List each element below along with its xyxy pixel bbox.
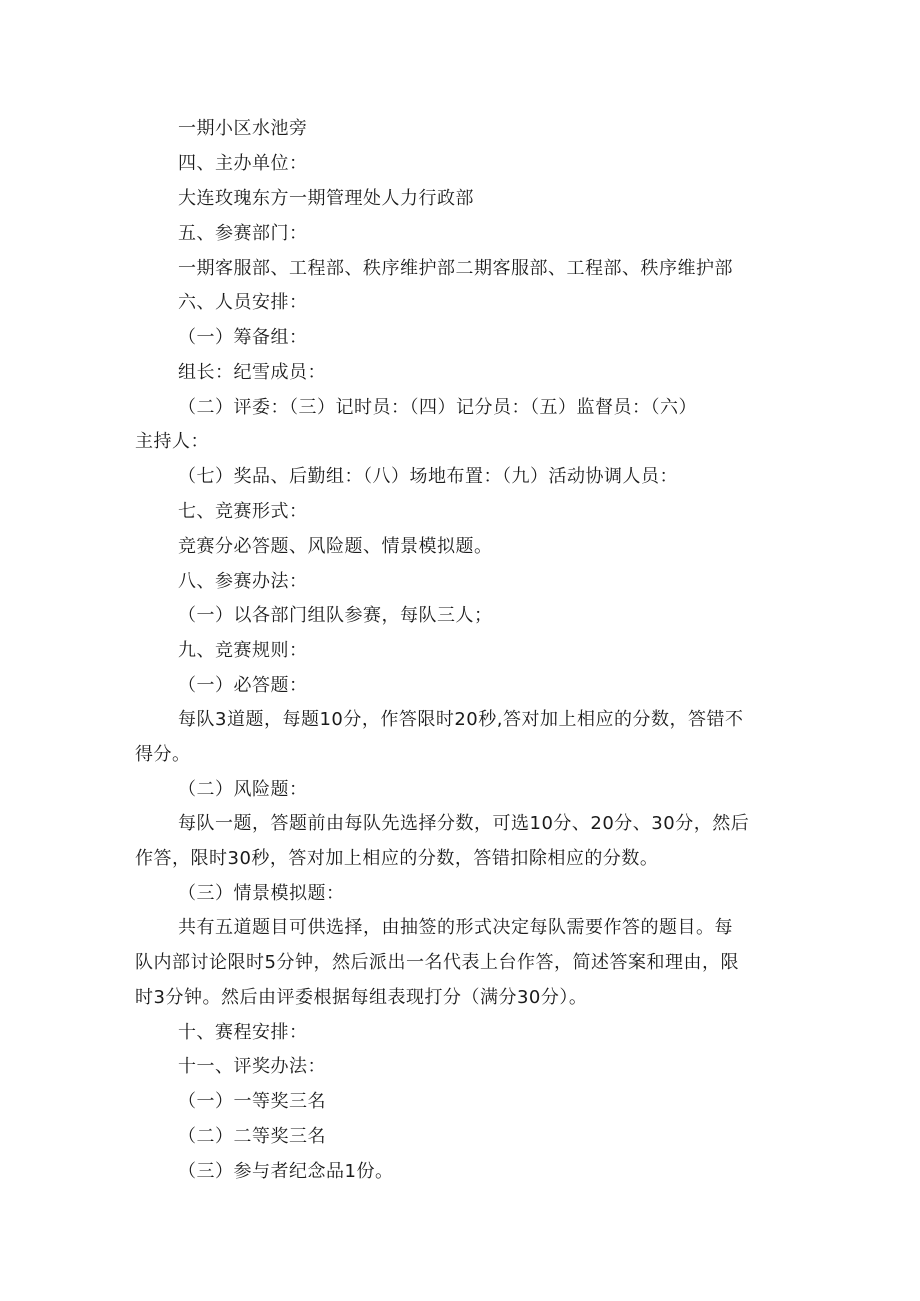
heading-participation-method: 八、参赛办法：: [178, 571, 308, 592]
text-line-risk-detail-2: 作答，限时30秒，答对加上相应的分数，答错扣除相应的分数。: [135, 848, 659, 869]
heading-participating-departments: 五、参赛部门：: [178, 223, 308, 244]
heading-rules: 九、竞赛规则：: [178, 640, 308, 661]
text-line-risk-questions: （二）风险题：: [178, 779, 308, 800]
text-line-leader: 组长：纪雪成员：: [178, 362, 326, 383]
text-line-organizer: 大连玫瑰东方一期管理处人力行政部: [178, 188, 474, 209]
heading-awards: 十一、评奖办法：: [178, 1056, 326, 1077]
text-line-required-detail-1: 每队3道题，每题10分，作答限时20秒,答对加上相应的分数，答错不: [178, 709, 744, 730]
text-line-second-prize: （二）二等奖三名: [178, 1126, 326, 1147]
text-line-scenario-detail-3: 时3分钟。然后由评委根据每组表现打分（满分30分）。: [135, 987, 588, 1008]
text-line-scenario-detail-1: 共有五道题目可供选择，由抽签的形式决定每队需要作答的题目。每: [178, 917, 733, 938]
text-line-first-prize: （一）一等奖三名: [178, 1091, 326, 1112]
text-line-required-questions: （一）必答题：: [178, 675, 308, 696]
text-line-scenario-questions: （三）情景模拟题：: [178, 883, 345, 904]
text-line-prep-group: （一）筹备组：: [178, 327, 308, 348]
text-line-risk-detail-1: 每队一题，答题前由每队先选择分数，可选10分、20分、30分，然后: [178, 813, 750, 834]
text-line-roles: （二）评委：（三）记时员：（四）记分员：（五）监督员：（六）: [178, 397, 697, 418]
text-line-scenario-detail-2: 队内部讨论限时5分钟，然后派出一名代表上台作答，简述答案和理由，限: [135, 952, 739, 973]
text-line-required-detail-2: 得分。: [135, 744, 191, 765]
text-line-host: 主持人：: [135, 431, 209, 452]
heading-competition-format: 七、竞赛形式：: [178, 501, 308, 522]
text-line-logistics: （七）奖品、后勤组：（八）场地布置：（九）活动协调人员：: [178, 466, 678, 487]
text-line-teams: （一）以各部门组队参赛，每队三人；: [178, 605, 493, 626]
text-line-departments: 一期客服部、工程部、秩序维护部二期客服部、工程部、秩序维护部: [178, 258, 733, 279]
text-line-format: 竞赛分必答题、风险题、情景模拟题。: [178, 536, 493, 557]
text-line-venue: 一期小区水池旁: [178, 118, 308, 139]
text-line-souvenir: （三）参与者纪念品1份。: [178, 1161, 394, 1182]
heading-organizer: 四、主办单位：: [178, 153, 308, 174]
heading-staffing: 六、人员安排：: [178, 292, 308, 313]
heading-schedule: 十、赛程安排：: [178, 1022, 308, 1043]
